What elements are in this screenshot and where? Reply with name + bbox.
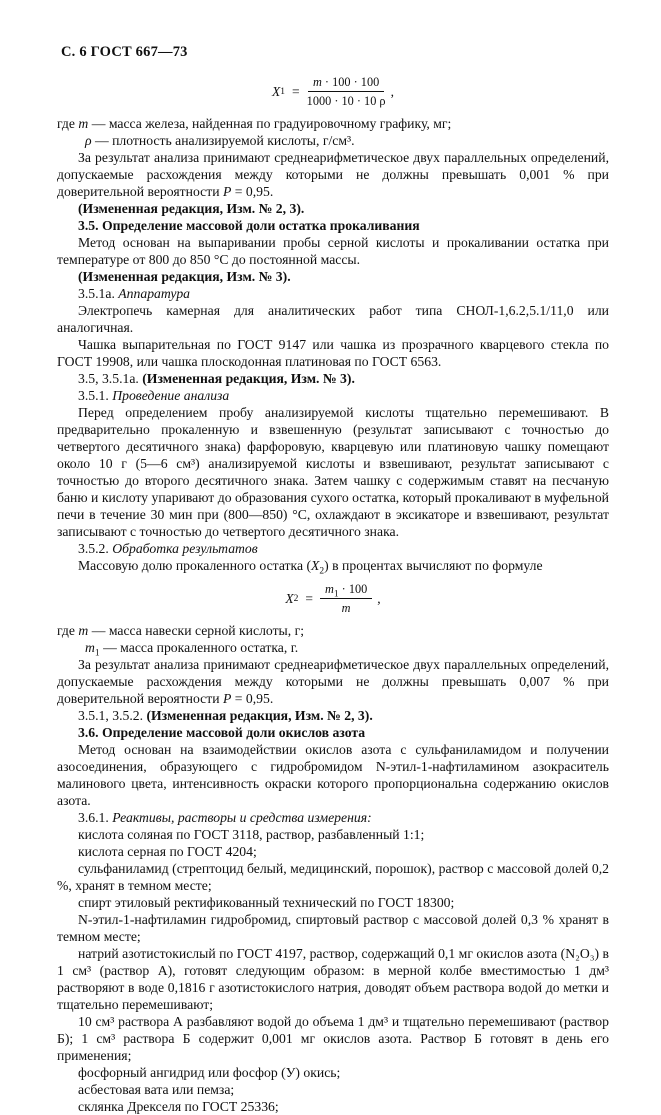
paragraph-text: = 0,95. [231,691,274,706]
fraction-denominator: 1000 · 10 · 10 ρ [306,94,386,108]
amendment-note-2-3: (Измененная редакция, Изм. № 2, 3). [78,201,305,216]
where-text: — плотность анализируемой кислоты, г/см³. [91,133,355,148]
numerator-subscript: 1 [333,589,339,600]
paragraph-text: За результат анализа принимают среднеарифметическое двух параллельных определений, допускаемые расхождения между которыми не должны превышать 0,001 % при доверительной вероятности [57,150,609,199]
paragraph-analysis-procedure: Перед определением пробу анализируемой кислоты тщательно перемешивают. В предварительно прокаленную и взвешенную (результат записывают с точностью до четвертого десятичного знака) фарфоровую, кварцевую или платиновую чашку помещают около 10 г (5—6 см³) анализируемой кислоты и взвешивают, результат записывают с точностью до второго десятичного знака. Затем чашку с содержимым ставят на песчаную баню и кислоту упаривают до образования сухого остатка, который прокаливают в муфельной печи в течение 30 мин при (800—850) °С, охлаждают в эксикаторе и взвешивают, результат записывают с точностью до четвертого десятичного знака. [57,405,609,539]
formula-x2: X 2 = $\frac{m_1 \cdot 100}{m}$ , [285,582,381,615]
where-text: — масса прокаленного остатка, г. [99,640,299,655]
numerator-variable: m [324,582,334,596]
reagent-item-naphthylamine: N-этил-1-нафтиламин гидробромид, спиртовый раствор с массовой долей 0,3 % хранят в темном месте; [57,912,609,944]
where-lead: где [57,116,79,131]
where-lead: где [57,623,79,638]
where-variable: m [85,640,95,655]
numerator-factors: · 100 [338,582,368,596]
clause-3-5-heading: 3.5. Определение массовой доли остатка прокаливания [78,218,420,233]
fraction-denominator [342,599,351,615]
clause-title: Проведение анализа [112,388,230,403]
formula-subscript: 2 [319,566,325,577]
clause-number: 3.5.1. [78,388,113,403]
probability-variable: P [222,184,232,199]
amendment-text: (Измененная редакция, Изм. № 3). [142,371,355,386]
paragraph-text: За результат анализа принимают среднеарифметическое двух параллельных определений, допускаемые расхождения между которыми не должны превышать 0,007 % при доверительной вероятности [57,657,609,706]
paragraph-method-3-5: Метод основан на выпаривании пробы серной кислоты и прокаливании остатка при температуре от 800 до 850 °С до постоянной массы. [57,235,609,267]
paragraph-text: = 0,95. [231,184,274,199]
denominator-variable: m [341,601,351,615]
reagent-item-sulfuric-acid: кислота серная по ГОСТ 4204; [78,844,257,859]
where-definition-m [57,115,609,132]
where-text: — масса навески серной кислоты, г; [88,623,305,638]
equals-sign: = [292,83,300,99]
numerator-factors: · 100 · 100 [321,75,380,89]
clause-number: 3.6.1. [78,810,113,825]
clause-3-6-1-heading [57,809,609,826]
where-definition-m1 [57,639,609,659]
fraction-numerator [320,582,372,599]
clause-number: 3.5, 3.5.1а. [78,371,143,386]
amendment-note-351-352 [57,707,609,724]
clause-number: 3.5.1, 3.5.2. [78,708,147,723]
paragraph-text: ) в процентах вычисляют по формуле [324,558,543,573]
reagent-item-solution-b: 10 см³ раствора А разбавляют водой до объема 1 дм³ и тщательно перемешивают (раствор Б); 1 см³ раствора Б содержит 0,001 мг окислов азота. Раствор Б готовят в день его применения; [57,1014,609,1063]
formula-lhs-variable: X [272,83,281,99]
paragraph-result-tolerance-1 [57,149,609,200]
where-definition-m2 [57,622,609,639]
clause-3-6-heading: 3.6. Определение массовой доли окислов азота [78,725,366,740]
numerator-variable: m [312,75,322,89]
fraction [307,75,386,108]
reagent-item-asbestos: асбестовая вата или пемза; [78,1082,235,1097]
reagent-item-phosphoric-anhydride: фосфорный ангидрид или фосфор (У) окись; [78,1065,341,1080]
clause-title: Обработка результатов [112,541,258,556]
reagent-item-ethanol: спирт этиловый ректификованный технический по ГОСТ 18300; [78,895,455,910]
clause-title: Реактивы, растворы и средства измерения: [112,810,372,825]
where-variable: ρ [85,133,92,148]
clause-3-5-1a-heading [57,285,609,302]
amendment-text: (Измененная редакция, Изм. № 2, 3). [146,708,373,723]
where-text: — масса железа, найденная по градуировочному графику, мг; [88,116,452,131]
clause-3-5-1-heading [57,387,609,404]
where-definition-rho [57,132,609,149]
formula-lhs-variable: X [285,590,294,606]
fraction-numerator [308,75,384,92]
formula-comma: , [377,590,381,606]
paragraph-text: Массовую долю прокаленного остатка ( [78,558,312,573]
formula-variable: X [311,558,320,573]
clause-3-5-2-heading [57,540,609,557]
amendment-note-35-351a [57,370,609,387]
paragraph-method-3-6: Метод основан на взаимодействии окислов азота с сульфаниламидом и получении азосоединения, образующего с гидробромидом N-этил-1-нафтиламином азокраситель малинового цвета, интенсивность окраски которого пропорциональна содержанию окислов азота. [57,742,609,808]
paragraph-result-tolerance-2 [57,656,609,707]
reagent-item-sulfanilamide: сульфаниламид (стрептоцид белый, медицинский, порошок), раствор с массовой долей 0,2 %, хранят в темном месте; [57,861,609,893]
clause-title: Аппаратура [118,286,191,301]
paragraph-apparatus-dish: Чашка выпарительная по ГОСТ 9147 или чашка из прозрачного кварцевого стекла по ГОСТ 19908, или чашка плоскодонная платиновая по ГОСТ 6563. [57,337,609,369]
equals-sign: = [305,590,313,606]
formula-comma: , [390,83,394,99]
reagent-item-sodium-nitrite: натрий азотистокислый по ГОСТ 4197, раствор, содержащий 0,1 мг окислов азота (N₂O₃) в 1 см³ (раствор А), готовят следующим образом: в мерной колбе вместимостью 1 дм³ растворяют в воде 0,1816 г азотистокислого натрия, доводят объем раствора водой до метки и тщательно перемешивают; [57,946,609,1012]
where-variable: m [78,623,89,638]
page-header: С. 6 ГОСТ 667—73 [61,44,188,60]
clause-number: 3.5.2. [78,541,113,556]
paragraph-apparatus-furnace: Электропечь камерная для аналитических работ типа СНОЛ-1,6.2,5.1/11,0 или аналогичная. [57,303,609,335]
amendment-note-3: (Измененная редакция, Изм. № 3). [78,269,291,284]
formula-x1: X 1 = $\frac{m \cdot 100 \cdot 100}{1000 \cdot 10 \cdot 10 \rho}$ , [272,75,394,108]
probability-variable: P [222,691,232,706]
paragraph-mass-fraction-intro [57,557,609,577]
reagent-item-drexel-bottle: склянка Дрекселя по ГОСТ 25336; [78,1099,279,1114]
reagent-item-hydrochloric-acid: кислота соляная по ГОСТ 3118, раствор, разбавленный 1:1; [78,827,425,842]
fraction [320,582,372,615]
clause-number: 3.5.1а. [78,286,119,301]
where-variable: m [78,116,89,131]
where-variable-subscript: 1 [94,648,100,659]
